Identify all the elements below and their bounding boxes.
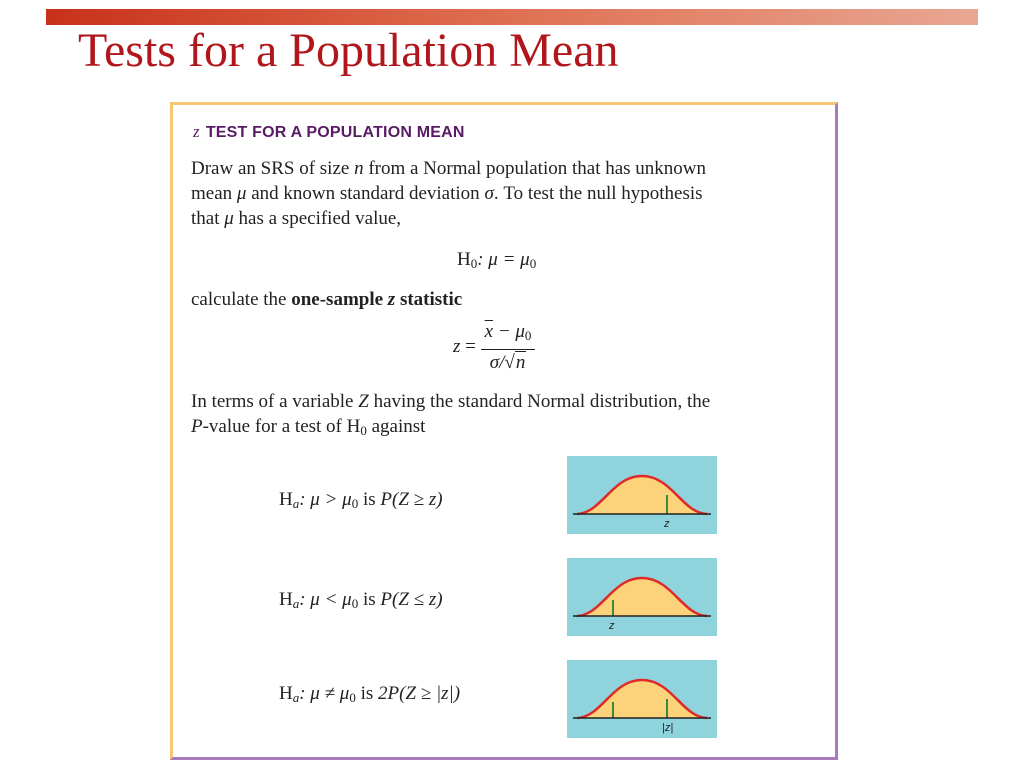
normal-curve-upper-svg	[567, 456, 717, 534]
eq-equals: =	[465, 335, 476, 357]
intro-line-3	[191, 207, 401, 231]
intro-text-5: . To test the null hypothesis	[493, 183, 703, 204]
terms-P: P	[191, 416, 203, 437]
hyp-a-sub: a	[292, 496, 300, 511]
z-label: z	[609, 620, 615, 632]
hypothesis-two-sided	[279, 682, 460, 710]
calc-text: calculate the	[191, 289, 287, 310]
normal-curve-upper-tail	[567, 456, 717, 534]
z-statistic-equation	[453, 321, 535, 374]
intro-text-2: from a Normal population that has unknown	[368, 158, 707, 179]
terms-line-2	[191, 415, 425, 443]
intro-line-1	[191, 157, 706, 181]
terms-text-1: In terms of a variable	[191, 391, 354, 412]
abs-z-label: |z|	[662, 722, 674, 734]
box-title	[193, 122, 465, 142]
calc-bold-2: statistic	[399, 289, 463, 310]
normal-curve-two-tails	[567, 660, 717, 738]
hyp-mu-sub: 0	[351, 496, 359, 511]
intro-n: n	[354, 158, 364, 179]
eq-num-sub: 0	[524, 328, 532, 343]
eq-xbar: $\overline{x}$	[484, 321, 494, 342]
calc-bold-z: z	[387, 289, 396, 310]
hyp-relation: : μ ≠ μ	[299, 683, 350, 704]
hyp-probability: P(Z ≤ z)	[380, 589, 443, 610]
curve-fill	[577, 476, 707, 514]
hyp-a-sub: a	[292, 690, 300, 705]
normal-curve-lower-svg	[567, 558, 717, 636]
hyp-is: is	[358, 589, 381, 610]
terms-line-1	[191, 390, 710, 414]
null-H-sub: 0	[470, 256, 478, 271]
eq-numerator	[481, 321, 536, 350]
eq-den-n: n	[515, 352, 526, 373]
eq-fraction	[481, 321, 536, 374]
terms-Z: Z	[358, 391, 369, 412]
box-title-z: z	[193, 122, 200, 141]
normal-curve-lower-tail	[567, 558, 717, 636]
intro-mu-2: μ	[224, 208, 234, 229]
hyp-H: H	[279, 683, 293, 704]
terms-text-3: -value for a test of	[202, 416, 342, 437]
curve-fill	[577, 578, 707, 616]
intro-text-3: mean	[191, 183, 233, 204]
hyp-relation: : μ > μ	[299, 489, 352, 510]
intro-line-2	[191, 182, 703, 206]
terms-H-sub: 0	[360, 423, 367, 438]
eq-z: z	[453, 335, 461, 357]
intro-mu: μ	[236, 183, 247, 204]
null-H: H	[457, 249, 471, 270]
calc-bold-1: one-sample	[291, 289, 384, 310]
hyp-probability: P(Z ≥ z)	[380, 489, 443, 510]
hypothesis-lower	[279, 588, 443, 616]
intro-text-1: Draw an SRS of size	[191, 158, 350, 179]
curve-fill	[577, 680, 707, 718]
intro-sigma: σ	[484, 183, 494, 204]
terms-text-4: against	[371, 416, 426, 437]
null-mu-sub: 0	[529, 256, 537, 271]
hyp-H: H	[279, 489, 293, 510]
box-title-text: TEST FOR A POPULATION MEAN	[205, 124, 465, 141]
z-label: z	[664, 518, 670, 530]
definition-box	[170, 102, 838, 760]
null-rest: : μ = μ	[477, 249, 530, 270]
hyp-a-sub: a	[292, 596, 300, 611]
intro-text-7: has a specified value,	[238, 208, 402, 229]
intro-text-6: that	[191, 208, 220, 229]
calc-line	[191, 288, 462, 312]
slide-title: Tests for a Population Mean	[78, 24, 619, 77]
terms-text-2: having the standard Normal distribution, the	[373, 391, 711, 412]
null-hypothesis	[457, 248, 536, 276]
hyp-mu-sub: 0	[349, 690, 356, 705]
hyp-H: H	[279, 589, 293, 610]
hypothesis-upper	[279, 488, 443, 516]
hyp-is: is	[355, 683, 379, 704]
eq-denominator: σ/√n	[489, 352, 526, 373]
intro-text-4: and known standard deviation	[251, 183, 480, 204]
hyp-probability: 2P(Z ≥ |z|)	[378, 683, 461, 704]
eq-den-sigma: σ/	[489, 352, 505, 373]
terms-H: H	[346, 416, 361, 437]
hyp-relation: : μ < μ	[299, 589, 352, 610]
normal-curve-two-svg	[567, 660, 717, 738]
eq-num-rest: − μ	[493, 321, 525, 342]
hyp-mu-sub: 0	[351, 596, 359, 611]
hyp-is: is	[358, 489, 381, 510]
